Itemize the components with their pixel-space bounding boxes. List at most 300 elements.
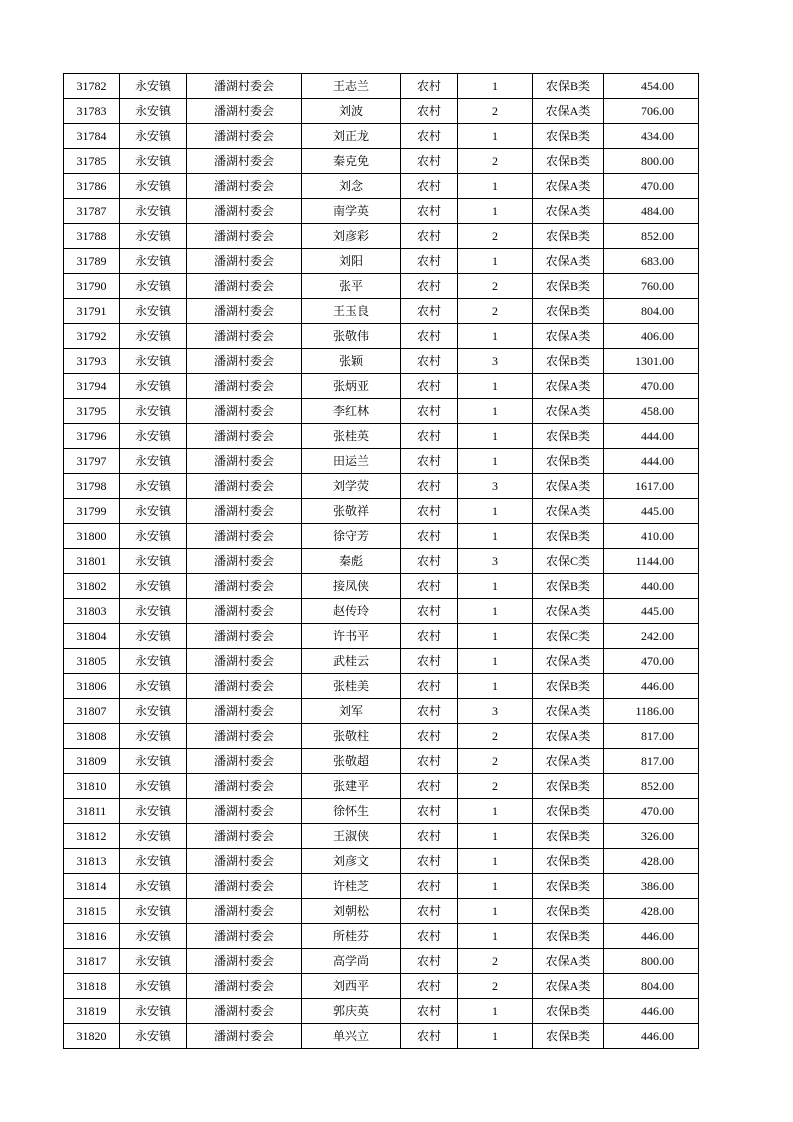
cell-committee: 潘湖村委会 [187,74,302,99]
cell-name: 刘念 [302,174,401,199]
cell-category: 农保A类 [533,199,604,224]
cell-committee: 潘湖村委会 [187,199,302,224]
cell-count: 2 [458,749,533,774]
cell-committee: 潘湖村委会 [187,499,302,524]
cell-town: 永安镇 [120,974,187,999]
cell-amount: 446.00 [604,999,699,1024]
cell-category: 农保B类 [533,224,604,249]
table-body [64,74,699,1049]
cell-id: 31794 [64,374,120,399]
cell-count: 3 [458,349,533,374]
cell-committee: 潘湖村委会 [187,924,302,949]
cell-residence: 农村 [401,174,458,199]
cell-town: 永安镇 [120,199,187,224]
table-row [64,499,699,524]
cell-amount: 760.00 [604,274,699,299]
cell-category: 农保A类 [533,974,604,999]
cell-count: 2 [458,149,533,174]
cell-id: 31793 [64,349,120,374]
cell-count: 1 [458,799,533,824]
cell-category: 农保A类 [533,399,604,424]
cell-committee: 潘湖村委会 [187,699,302,724]
cell-name: 刘西平 [302,974,401,999]
cell-town: 永安镇 [120,474,187,499]
cell-amount: 1301.00 [604,349,699,374]
table-row [64,524,699,549]
cell-count: 2 [458,774,533,799]
cell-id: 31796 [64,424,120,449]
cell-amount: 470.00 [604,799,699,824]
cell-category: 农保B类 [533,449,604,474]
cell-id: 31815 [64,899,120,924]
cell-count: 1 [458,324,533,349]
cell-category: 农保B类 [533,424,604,449]
cell-name: 张建平 [302,774,401,799]
table-row [64,349,699,374]
cell-count: 2 [458,949,533,974]
cell-committee: 潘湖村委会 [187,224,302,249]
cell-amount: 817.00 [604,724,699,749]
cell-town: 永安镇 [120,249,187,274]
cell-residence: 农村 [401,824,458,849]
cell-town: 永安镇 [120,274,187,299]
cell-residence: 农村 [401,74,458,99]
cell-name: 张敬柱 [302,724,401,749]
cell-amount: 804.00 [604,299,699,324]
cell-committee: 潘湖村委会 [187,624,302,649]
cell-amount: 470.00 [604,174,699,199]
cell-amount: 445.00 [604,499,699,524]
cell-name: 赵传玲 [302,599,401,624]
cell-residence: 农村 [401,949,458,974]
cell-id: 31791 [64,299,120,324]
cell-name: 秦彪 [302,549,401,574]
cell-category: 农保B类 [533,849,604,874]
cell-name: 武桂云 [302,649,401,674]
cell-residence: 农村 [401,599,458,624]
cell-id: 31786 [64,174,120,199]
cell-committee: 潘湖村委会 [187,124,302,149]
cell-id: 31808 [64,724,120,749]
cell-residence: 农村 [401,574,458,599]
table-row [64,899,699,924]
cell-committee: 潘湖村委会 [187,799,302,824]
cell-category: 农保C类 [533,549,604,574]
cell-committee: 潘湖村委会 [187,299,302,324]
cell-town: 永安镇 [120,874,187,899]
cell-residence: 农村 [401,249,458,274]
table-row [64,124,699,149]
cell-amount: 434.00 [604,124,699,149]
cell-town: 永安镇 [120,824,187,849]
cell-id: 31797 [64,449,120,474]
cell-residence: 农村 [401,1024,458,1049]
cell-name: 南学英 [302,199,401,224]
table-row [64,824,699,849]
cell-town: 永安镇 [120,549,187,574]
table-row [64,799,699,824]
cell-category: 农保A类 [533,749,604,774]
cell-town: 永安镇 [120,649,187,674]
cell-residence: 农村 [401,424,458,449]
cell-amount: 1144.00 [604,549,699,574]
cell-id: 31810 [64,774,120,799]
cell-name: 田运兰 [302,449,401,474]
cell-count: 2 [458,274,533,299]
cell-committee: 潘湖村委会 [187,474,302,499]
cell-id: 31783 [64,99,120,124]
cell-amount: 454.00 [604,74,699,99]
cell-id: 31816 [64,924,120,949]
cell-id: 31817 [64,949,120,974]
cell-residence: 农村 [401,649,458,674]
cell-residence: 农村 [401,674,458,699]
cell-name: 刘正龙 [302,124,401,149]
cell-committee: 潘湖村委会 [187,999,302,1024]
cell-amount: 852.00 [604,774,699,799]
cell-amount: 386.00 [604,874,699,899]
cell-residence: 农村 [401,524,458,549]
cell-committee: 潘湖村委会 [187,174,302,199]
cell-town: 永安镇 [120,224,187,249]
cell-count: 1 [458,499,533,524]
cell-amount: 326.00 [604,824,699,849]
cell-name: 王玉良 [302,299,401,324]
cell-name: 刘朝松 [302,899,401,924]
cell-committee: 潘湖村委会 [187,949,302,974]
cell-residence: 农村 [401,799,458,824]
cell-residence: 农村 [401,199,458,224]
cell-count: 1 [458,849,533,874]
cell-town: 永安镇 [120,99,187,124]
cell-count: 1 [458,899,533,924]
cell-town: 永安镇 [120,324,187,349]
cell-amount: 428.00 [604,899,699,924]
table-row [64,149,699,174]
cell-category: 农保B类 [533,799,604,824]
cell-amount: 406.00 [604,324,699,349]
cell-amount: 800.00 [604,149,699,174]
cell-id: 31804 [64,624,120,649]
cell-committee: 潘湖村委会 [187,674,302,699]
cell-count: 1 [458,174,533,199]
cell-name: 王志兰 [302,74,401,99]
cell-id: 31800 [64,524,120,549]
cell-name: 许桂芝 [302,874,401,899]
cell-category: 农保A类 [533,949,604,974]
cell-town: 永安镇 [120,424,187,449]
table-row [64,299,699,324]
cell-name: 郭庆英 [302,999,401,1024]
cell-count: 1 [458,999,533,1024]
cell-name: 张敬伟 [302,324,401,349]
cell-count: 1 [458,74,533,99]
cell-name: 秦克免 [302,149,401,174]
cell-id: 31787 [64,199,120,224]
cell-committee: 潘湖村委会 [187,899,302,924]
cell-committee: 潘湖村委会 [187,649,302,674]
cell-amount: 242.00 [604,624,699,649]
cell-count: 1 [458,449,533,474]
cell-category: 农保B类 [533,124,604,149]
cell-town: 永安镇 [120,449,187,474]
cell-count: 1 [458,649,533,674]
cell-count: 1 [458,624,533,649]
cell-committee: 潘湖村委会 [187,574,302,599]
cell-id: 31799 [64,499,120,524]
cell-amount: 410.00 [604,524,699,549]
cell-count: 2 [458,974,533,999]
cell-town: 永安镇 [120,849,187,874]
table-row [64,324,699,349]
table-row [64,724,699,749]
cell-residence: 农村 [401,774,458,799]
table-row [64,874,699,899]
table-row [64,199,699,224]
table-row [64,424,699,449]
cell-name: 张敬祥 [302,499,401,524]
table-row [64,974,699,999]
cell-committee: 潘湖村委会 [187,524,302,549]
table-row [64,374,699,399]
cell-residence: 农村 [401,374,458,399]
cell-id: 31812 [64,824,120,849]
cell-count: 1 [458,1024,533,1049]
cell-town: 永安镇 [120,899,187,924]
cell-town: 永安镇 [120,774,187,799]
cell-count: 1 [458,874,533,899]
cell-town: 永安镇 [120,174,187,199]
cell-town: 永安镇 [120,399,187,424]
cell-committee: 潘湖村委会 [187,99,302,124]
cell-category: 农保A类 [533,99,604,124]
cell-committee: 潘湖村委会 [187,324,302,349]
cell-committee: 潘湖村委会 [187,1024,302,1049]
cell-committee: 潘湖村委会 [187,399,302,424]
cell-count: 1 [458,399,533,424]
cell-name: 刘彦彩 [302,224,401,249]
spreadsheet-table-container [63,73,699,1049]
cell-town: 永安镇 [120,674,187,699]
cell-category: 农保B类 [533,299,604,324]
cell-count: 1 [458,124,533,149]
cell-committee: 潘湖村委会 [187,974,302,999]
cell-amount: 440.00 [604,574,699,599]
cell-id: 31782 [64,74,120,99]
cell-town: 永安镇 [120,574,187,599]
cell-count: 1 [458,574,533,599]
cell-name: 张平 [302,274,401,299]
cell-count: 1 [458,199,533,224]
cell-count: 1 [458,374,533,399]
cell-amount: 1617.00 [604,474,699,499]
cell-committee: 潘湖村委会 [187,824,302,849]
cell-residence: 农村 [401,874,458,899]
cell-id: 31803 [64,599,120,624]
cell-town: 永安镇 [120,999,187,1024]
cell-committee: 潘湖村委会 [187,724,302,749]
cell-town: 永安镇 [120,924,187,949]
cell-amount: 683.00 [604,249,699,274]
cell-town: 永安镇 [120,349,187,374]
cell-residence: 农村 [401,749,458,774]
cell-town: 永安镇 [120,624,187,649]
cell-residence: 农村 [401,149,458,174]
cell-town: 永安镇 [120,599,187,624]
cell-name: 刘彦文 [302,849,401,874]
cell-residence: 农村 [401,99,458,124]
cell-count: 1 [458,599,533,624]
cell-name: 王淑侠 [302,824,401,849]
cell-category: 农保B类 [533,924,604,949]
cell-name: 李红林 [302,399,401,424]
cell-category: 农保A类 [533,724,604,749]
cell-id: 31806 [64,674,120,699]
cell-name: 张桂美 [302,674,401,699]
cell-committee: 潘湖村委会 [187,149,302,174]
cell-town: 永安镇 [120,799,187,824]
cell-residence: 农村 [401,699,458,724]
cell-town: 永安镇 [120,149,187,174]
cell-id: 31802 [64,574,120,599]
cell-id: 31819 [64,999,120,1024]
cell-category: 农保B类 [533,774,604,799]
cell-category: 农保B类 [533,74,604,99]
cell-id: 31798 [64,474,120,499]
cell-amount: 444.00 [604,449,699,474]
table-row [64,99,699,124]
cell-id: 31785 [64,149,120,174]
cell-town: 永安镇 [120,949,187,974]
cell-residence: 农村 [401,974,458,999]
table-row [64,174,699,199]
cell-committee: 潘湖村委会 [187,774,302,799]
cell-name: 刘军 [302,699,401,724]
cell-category: 农保B类 [533,999,604,1024]
cell-count: 2 [458,299,533,324]
cell-residence: 农村 [401,499,458,524]
cell-amount: 445.00 [604,599,699,624]
cell-category: 农保B类 [533,674,604,699]
cell-name: 张颖 [302,349,401,374]
cell-committee: 潘湖村委会 [187,599,302,624]
cell-id: 31820 [64,1024,120,1049]
cell-amount: 470.00 [604,374,699,399]
table-row [64,624,699,649]
cell-amount: 852.00 [604,224,699,249]
cell-category: 农保A类 [533,599,604,624]
cell-category: 农保A类 [533,174,604,199]
cell-category: 农保A类 [533,474,604,499]
cell-category: 农保A类 [533,649,604,674]
cell-name: 刘波 [302,99,401,124]
cell-residence: 农村 [401,899,458,924]
cell-amount: 458.00 [604,399,699,424]
cell-name: 张炳亚 [302,374,401,399]
cell-category: 农保A类 [533,324,604,349]
cell-category: 农保A类 [533,374,604,399]
cell-town: 永安镇 [120,74,187,99]
cell-name: 所桂芬 [302,924,401,949]
table-row [64,949,699,974]
cell-town: 永安镇 [120,499,187,524]
cell-town: 永安镇 [120,524,187,549]
cell-category: 农保B类 [533,899,604,924]
table-row [64,699,699,724]
cell-name: 许书平 [302,624,401,649]
cell-amount: 817.00 [604,749,699,774]
cell-id: 31784 [64,124,120,149]
cell-category: 农保B类 [533,574,604,599]
cell-count: 1 [458,424,533,449]
cell-residence: 农村 [401,474,458,499]
table-row [64,849,699,874]
cell-category: 农保A类 [533,249,604,274]
cell-category: 农保B类 [533,524,604,549]
cell-id: 31789 [64,249,120,274]
cell-town: 永安镇 [120,1024,187,1049]
table-row [64,924,699,949]
cell-count: 1 [458,924,533,949]
cell-committee: 潘湖村委会 [187,374,302,399]
table-row [64,1024,699,1049]
cell-count: 2 [458,224,533,249]
cell-category: 农保B类 [533,824,604,849]
table-row [64,549,699,574]
cell-amount: 484.00 [604,199,699,224]
cell-name: 徐怀生 [302,799,401,824]
cell-name: 徐守芳 [302,524,401,549]
cell-committee: 潘湖村委会 [187,249,302,274]
cell-name: 刘学荧 [302,474,401,499]
cell-name: 刘阳 [302,249,401,274]
cell-count: 1 [458,249,533,274]
cell-amount: 1186.00 [604,699,699,724]
cell-residence: 农村 [401,349,458,374]
cell-amount: 446.00 [604,924,699,949]
cell-town: 永安镇 [120,724,187,749]
cell-residence: 农村 [401,224,458,249]
cell-residence: 农村 [401,274,458,299]
cell-committee: 潘湖村委会 [187,274,302,299]
cell-id: 31801 [64,549,120,574]
cell-id: 31818 [64,974,120,999]
cell-town: 永安镇 [120,124,187,149]
cell-name: 张敬超 [302,749,401,774]
cell-count: 3 [458,474,533,499]
cell-town: 永安镇 [120,749,187,774]
cell-id: 31805 [64,649,120,674]
cell-residence: 农村 [401,849,458,874]
cell-committee: 潘湖村委会 [187,549,302,574]
cell-committee: 潘湖村委会 [187,749,302,774]
table-row [64,574,699,599]
cell-category: 农保B类 [533,274,604,299]
table-row [64,999,699,1024]
cell-amount: 428.00 [604,849,699,874]
cell-id: 31795 [64,399,120,424]
cell-count: 1 [458,524,533,549]
cell-count: 1 [458,824,533,849]
cell-residence: 农村 [401,124,458,149]
cell-id: 31788 [64,224,120,249]
cell-committee: 潘湖村委会 [187,424,302,449]
cell-residence: 农村 [401,999,458,1024]
cell-amount: 804.00 [604,974,699,999]
cell-town: 永安镇 [120,699,187,724]
table-row [64,474,699,499]
table-row [64,399,699,424]
